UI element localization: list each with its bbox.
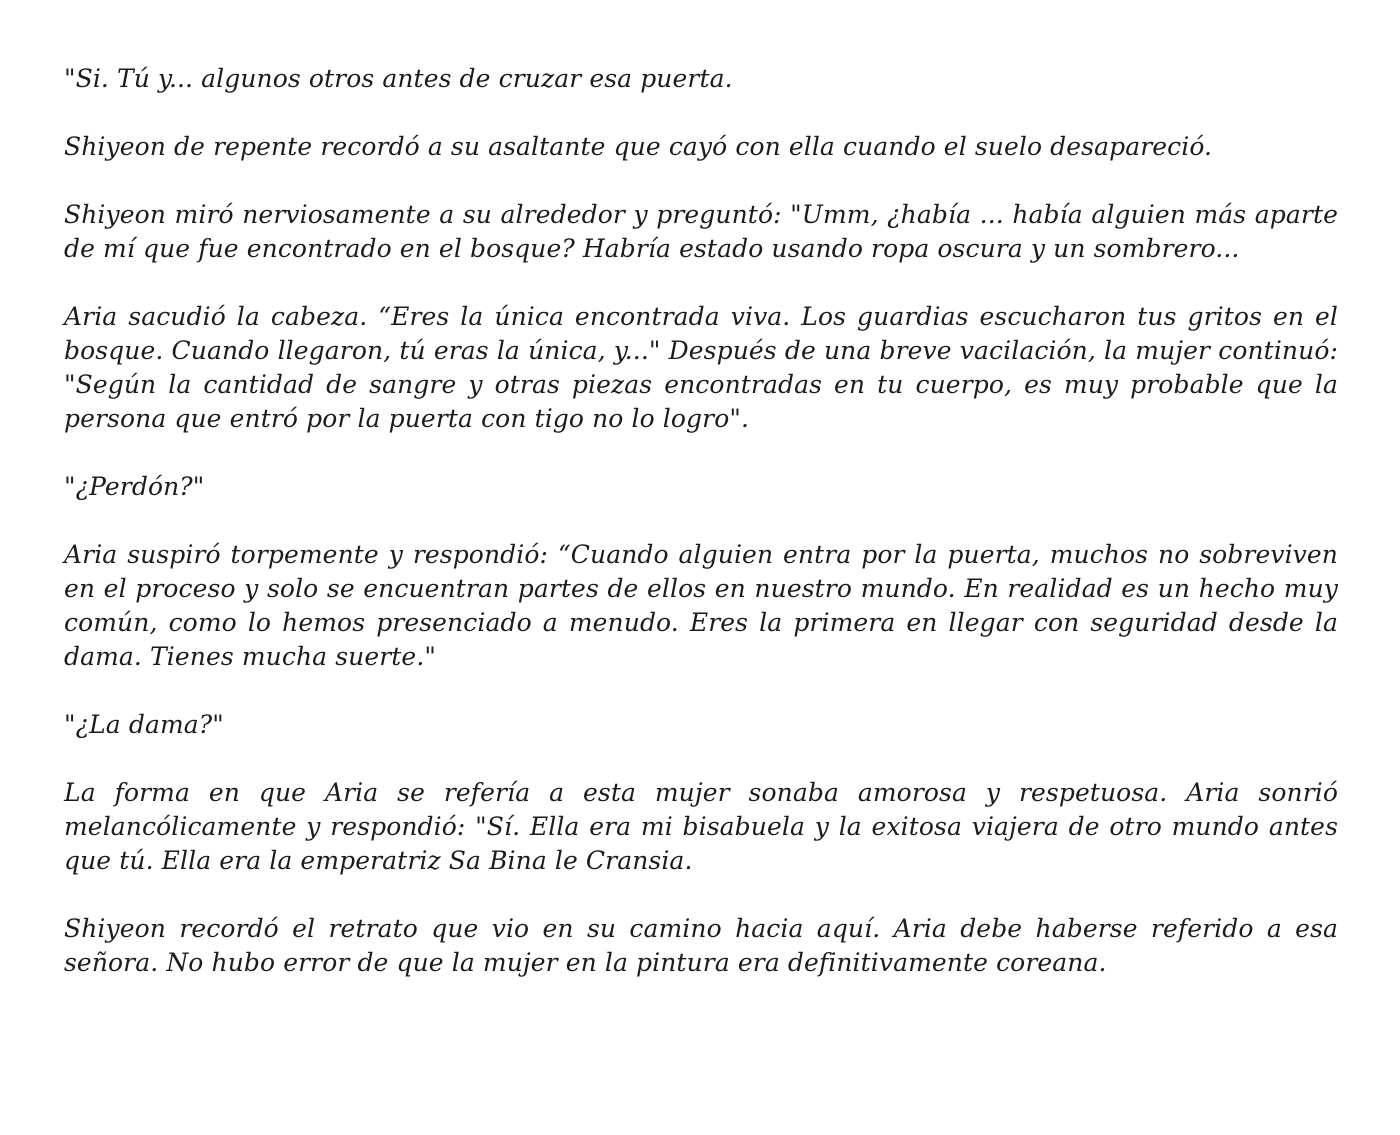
paragraph-5: "¿Perdón?"	[64, 472, 205, 501]
paragraph-6: Aria suspiró torpemente y respondió: “Cuando alguien entra por la puerta, muchos no sobreviven en el proceso y solo se encuentran partes de ellos en nuestro mundo. En realidad es un hecho muy común, como lo hemos presenciado a menudo. Eres la primera en llegar con seguridad desde la dama. Tienes mucha suerte."	[64, 540, 1338, 671]
document-page	[64, 62, 1338, 1014]
paragraph-1: "Si. Tú y... algunos otros antes de cruzar esa puerta.	[64, 64, 733, 93]
paragraph-2: Shiyeon de repente recordó a su asaltante que cayó con ella cuando el suelo desapareció.	[64, 132, 1213, 161]
paragraph-8: La forma en que Aria se refería a esta mujer sonaba amorosa y respetuosa. Aria sonrió melancólicamente y respondió: "Sí. Ella era mi bisabuela y la exitosa viajera de otro mundo antes que tú. Ella era la emperatriz Sa Bina le Cransia.	[64, 778, 1338, 875]
paragraph-3: Shiyeon miró nerviosamente a su alrededor y preguntó: "Umm, ¿había ... había alguien más aparte de mí que fue encontrado en el bosque? Habría estado usando ropa oscura y un sombrero...	[64, 200, 1338, 263]
paragraph-4: Aria sacudió la cabeza. “Eres la única encontrada viva. Los guardias escucharon tus gritos en el bosque. Cuando llegaron, tú eras la única, y..." Después de una breve vacilación, la mujer continuó: "Según la cantidad de sangre y otras piezas encontradas en tu cuerpo, es muy probable que la persona que entró por la puerta con tigo no lo logro".	[64, 302, 1338, 433]
paragraph-9: Shiyeon recordó el retrato que vio en su camino hacia aquí. Aria debe haberse referido a esa señora. No hubo error de que la mujer en la pintura era definitivamente coreana.	[64, 914, 1338, 977]
paragraph-7: "¿La dama?"	[64, 710, 224, 739]
